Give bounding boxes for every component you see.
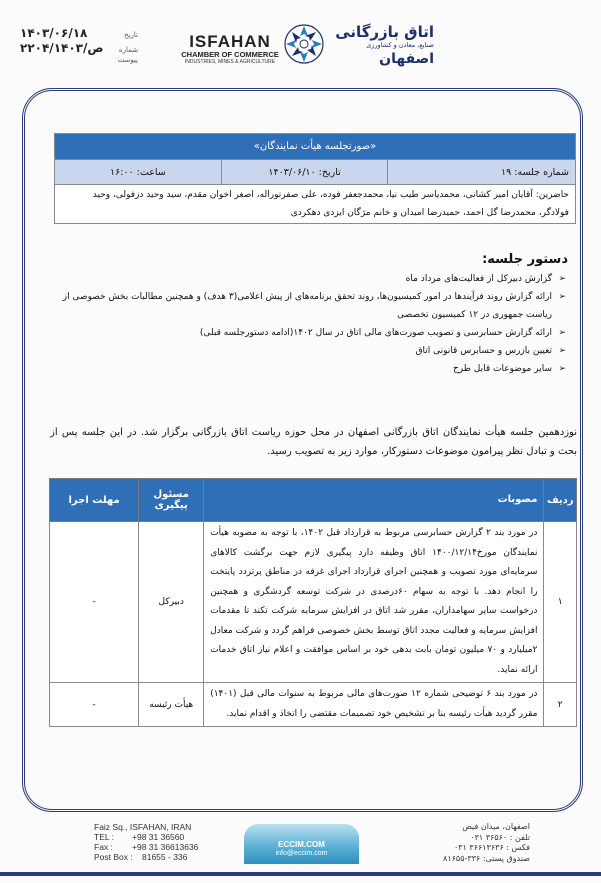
tel-value: +98 31 36560 xyxy=(132,832,185,842)
responsible-cell: هیأت رئیسه xyxy=(139,683,204,727)
col-responsible-header: مسئول پیگیری xyxy=(139,479,204,522)
col-resolution-header: مصوبات xyxy=(204,479,544,522)
agenda-list xyxy=(54,270,574,378)
footer-fa-pobox: صندوق پستی: ۳۳۶-۸۱۶۵۵ xyxy=(443,853,530,863)
pobox-label: Post Box : xyxy=(94,852,133,862)
footer-rule xyxy=(0,872,601,876)
brand-fa-line1: اتاق بازرگانی xyxy=(335,23,434,41)
col-deadline-header: مهلت اجرا xyxy=(50,479,139,522)
row-number: ۱ xyxy=(544,522,577,683)
date-value: ۱۴۰۳/۰۶/۱۸ xyxy=(20,26,88,40)
resolution-text: در مورد بند ۲ گزارش حسابرسی مربوط به قرارداد قبل ۱۴۰۲، با توجه به مصوبه هیأت نمایندگان مورخ۱۴۰۰/۱۲/۱۴ اتاق وظیفه دارد پیگیری لازم جهت برگشت کالاهای سرمایه‌ای مورد تصویب و همچنین اجرای قرارداد اجرای غرفه در مناطق پرتردد پایتخت را انجام دهد. با توجه به سهام ۶۰درصدی در شرکت توسعه گردشگری و همچنین درخواست سایر سهامداران، مقرر شد اتاق در افزایش سرمایه شرکت تکند تا مقدمات افزایش سرمایه و فعالیت مجدد اتاق توسط بخش خصوصی فراهم گردد و شرکت معادل ۲میلیارد و ۷۰ میلیون تومان بابت بدهی خود بر اساس موافقت و اعلام نیاز اتاق خدمات ارائه نماید. xyxy=(204,522,544,683)
responsible-cell: دبیرکل xyxy=(139,522,204,683)
agenda-item xyxy=(54,360,566,378)
agenda-item-text: ارائه گزارش روند فرآیندها در امور کمیسیون‌ها، روند تحقق برنامه‌های از پیش اعلامی(۳ هدف) و همچنین مطالبات بخش خصوصی از ریاست جمهوری در ۱۲ کمیسیون تخصصی xyxy=(62,292,552,320)
footer-en-tel xyxy=(94,832,214,842)
agenda-item-text: ارائه گزارش حسابرسی و تصویب صورت‌های مالی اتاق در سال ۱۴۰۲(ادامه دستورجلسه قبلی) xyxy=(199,328,552,338)
number-value: ۲۲۰۴/ص/۱۴۰۳ xyxy=(20,41,104,55)
attendees-text: حاضرین: آقایان امیر کشانی، محمدیاسر طیب نیا، محمدجعفر فوده، علی صفرنوراله، اصغر اخوان مقدم، سید وحید دزفولی، وحید فولادگر، محمدرضا گل احمد، حمیدرضا امیدان و خانم مژگان ایزدی دهکردی xyxy=(55,185,576,224)
brand-en-name: ISFAHAN xyxy=(189,32,271,51)
brand-fa-line2: صنایع، معادن و کشاورزی xyxy=(366,41,434,49)
attachment-row xyxy=(20,56,138,71)
check-arrow-icon: ➢ xyxy=(558,328,566,338)
agenda-item xyxy=(54,288,566,324)
brand-fa-line3: اصفهان xyxy=(379,51,434,67)
footer-website-badge xyxy=(244,824,359,864)
deadline-cell: - xyxy=(50,522,139,683)
session-title-row xyxy=(55,134,576,160)
agenda-item-text: تعیین بازرس و حسابرس قانونی اتاق xyxy=(415,346,552,356)
meeting-intro: نوزدهمین جلسه هیأت نمایندگان اتاق بازرگانی اصفهان در محل حوزه ریاست اتاق بازرگانی برگزار شد. در این جلسه پس از بحث و تبادل نظر پیرامون موضوعات دستورکار، موارد زیر به تصویب رسید. xyxy=(50,427,577,457)
check-arrow-icon: ➢ xyxy=(558,274,566,284)
footer-english xyxy=(94,822,214,862)
brand-en-line1: CHAMBER OF COMMERCE xyxy=(181,50,279,59)
check-arrow-icon: ➢ xyxy=(558,364,566,374)
attachment-label: پیوست xyxy=(117,56,138,64)
pobox-value: 81655 - 336 xyxy=(142,852,188,862)
date-row xyxy=(20,26,138,41)
tel-label: TEL : xyxy=(94,832,114,842)
email-link[interactable]: info@eccim.com xyxy=(275,850,328,857)
agenda-item xyxy=(54,270,566,288)
footer-en-address: Faiz Sq., ISFAHAN, IRAN xyxy=(94,822,192,832)
brand-persian xyxy=(326,24,434,68)
row-number: ۲ xyxy=(544,683,577,727)
fax-value: +98 31 36613636 xyxy=(132,842,199,852)
footer-fa-address: اصفهان، میدان فیض xyxy=(462,822,530,831)
agenda-item-text: سایر موضوعات قابل طرح xyxy=(453,364,552,374)
resolution-text: در مورد بند ۶ توضیحی شماره ۱۲ صورت‌های مالی مربوط به سنوات مالی قبل (۱۴۰۱) مقرر گردید هیأت رئیسه بنا بر تشخیص خود تصمیمات مقتضی را اتخاذ و اقدام نماید. xyxy=(204,683,544,727)
footer-fa-tel: تلفن : ۳۶۵۶۰ ۰۳۱ xyxy=(470,832,530,842)
website-link[interactable]: ECCIM.COM xyxy=(278,840,325,849)
footer-en-pobox xyxy=(94,852,214,862)
session-time: ساعت: ۱۶:۰۰ xyxy=(55,160,222,185)
chamber-logo-icon xyxy=(283,23,325,65)
resolutions-table xyxy=(49,478,577,727)
footer-en-fax xyxy=(94,842,214,852)
agenda-title: دستور جلسه: xyxy=(482,252,568,267)
fax-label: Fax : xyxy=(94,842,113,852)
agenda-item xyxy=(54,324,566,342)
date-label: تاریخ xyxy=(124,31,138,39)
footer-fa-fax: فکس : ۳۶۶۱۳۶۳۶ ۰۳۱ xyxy=(453,843,530,852)
attendees-row xyxy=(55,185,576,224)
number-row xyxy=(20,41,138,56)
agenda-section xyxy=(54,252,574,378)
table-row xyxy=(50,683,577,727)
number-label: شماره xyxy=(118,46,138,54)
check-arrow-icon: ➢ xyxy=(558,346,566,356)
check-arrow-icon: ➢ xyxy=(558,292,566,302)
col-row-header: ردیف xyxy=(544,479,577,522)
session-date: تاریخ: ۱۴۰۳/۰۶/۱۰ xyxy=(221,160,388,185)
session-number: شماره جلسه: ۱۹ xyxy=(388,160,576,185)
brand-en-line2: INDUSTRIES, MINES & AGRICULTURE xyxy=(184,59,276,65)
resolutions-header-row xyxy=(50,479,577,522)
session-table xyxy=(54,133,576,224)
footer-persian xyxy=(430,822,530,864)
session-info-row xyxy=(55,160,576,185)
brand-english xyxy=(176,33,284,66)
session-title: «صورتجلسه هیأت نمایندگان» xyxy=(55,134,576,160)
deadline-cell: - xyxy=(50,683,139,727)
agenda-item xyxy=(54,342,566,360)
table-row xyxy=(50,522,577,683)
letter-meta xyxy=(20,26,138,71)
agenda-item-text: گزارش دبیرکل از فعالیت‌های مرداد ماه xyxy=(405,274,552,284)
